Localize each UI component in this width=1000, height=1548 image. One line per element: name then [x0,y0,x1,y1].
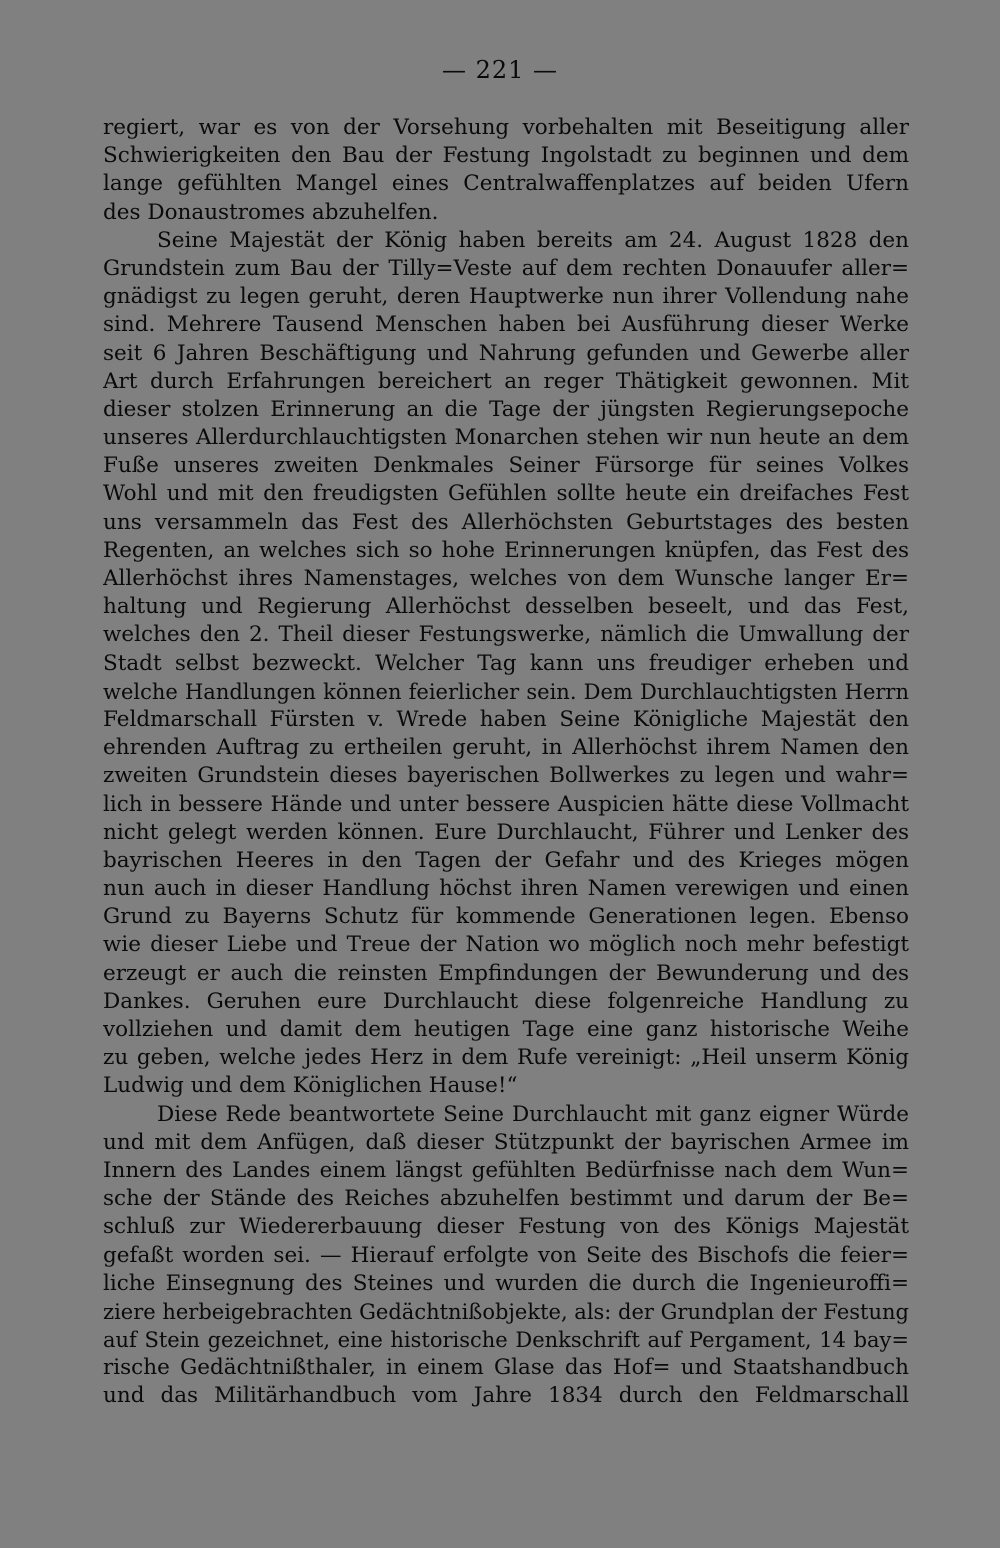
text-line: Wohl und mit den freudigsten Gefühlen sollte heute ein dreifaches Fest [103,481,909,507]
text-line: Feldmarschall Fürsten v. Wrede haben Seine Königliche Majestät den [103,706,909,732]
text-line: haltung und Regierung Allerhöchst desselben beseelt, und das Fest, [103,594,909,620]
text-line: schluß zur Wiedererbauung dieser Festung von des Königs Majestät [103,1214,909,1240]
text-line: lich in bessere Hände und unter bessere Auspicien hätte diese Vollmacht [103,791,909,817]
text-line: Stadt selbst bezweckt. Welcher Tag kann uns freudiger erheben und [103,650,909,676]
text-line: dieser stolzen Erinnerung an die Tage der jüngsten Regierungsepoche [103,396,909,422]
text-line: Regenten, an welches sich so hohe Erinnerungen knüpfen, das Fest des [103,537,909,563]
text-line: gefaßt worden sei. — Hierauf erfolgte von Seite des Bischofs die feier= [103,1242,909,1268]
text-line: Allerhöchst ihres Namenstages, welches von dem Wunsche langer Er= [103,566,909,591]
text-line: ziere herbeigebrachten Gedächtnißobjekte, als: der Grundplan der Festung [103,1299,909,1324]
text-line: unseres Allerdurchlauchtigsten Monarchen stehen wir nun heute an dem [103,425,909,451]
body-text [103,114,909,1411]
text-line: Grundstein zum Bau der Tilly=Veste auf dem rechten Donauufer aller= [103,255,909,281]
text-line: Fuße unseres zweiten Denkmales Seiner Fürsorge für seines Volkes [103,453,909,479]
text-line: sind. Mehrere Tausend Menschen haben bei Ausführung dieser Werke [103,312,909,338]
text-line: uns versammeln das Fest des Allerhöchsten Geburtstages des besten [103,509,909,535]
text-line: erzeugt er auch die reinsten Empfindungen der Bewunderung und des [103,960,909,986]
text-line: ehrenden Auftrag zu ertheilen geruht, in Allerhöchst ihrem Namen den [103,735,909,761]
text-line: liche Einsegnung des Steines und wurden die durch die Ingenieuroffi= [103,1270,909,1296]
text-line: welche Handlungen können feierlicher sein. Dem Durchlauchtigsten Herrn [103,679,909,704]
text-line: Art durch Erfahrungen bereichert an reger Thätigkeit gewonnen. Mit [103,368,909,394]
text-line: bayrischen Heeres in den Tagen der Gefahr und des Krieges mögen [103,847,909,873]
text-line: und das Militärhandbuch vom Jahre 1834 durch den Feldmarschall [103,1383,909,1409]
text-line: Grund zu Bayerns Schutz für kommende Generationen legen. Ebenso [103,904,909,930]
text-line: zu geben, welche jedes Herz in dem Rufe vereinigt: „Heil unserm König [103,1045,909,1071]
page-number: — 221 — [441,56,559,84]
text-line: und mit dem Anfügen, daß dieser Stützpunkt der bayrischen Armee im [103,1129,909,1155]
text-line: lange gefühlten Mangel eines Centralwaffenplatzes auf beiden Ufern [103,171,909,197]
text-line: wie dieser Liebe und Treue der Nation wo möglich noch mehr befestigt [103,932,909,958]
text-line: welches den 2. Theil dieser Festungswerke, nämlich die Umwallung der [103,622,909,648]
text-line: zweiten Grundstein dieses bayerischen Bollwerkes zu legen und wahr= [103,763,909,789]
text-line: vollziehen und damit dem heutigen Tage eine ganz historische Weihe [103,1017,909,1042]
text-line: seit 6 Jahren Beschäftigung und Nahrung gefunden und Gewerbe aller [103,340,909,366]
text-line: nun auch in dieser Handlung höchst ihren Namen verewigen und einen [103,876,909,902]
text-line: gnädigst zu legen geruht, deren Hauptwerke nun ihrer Vollendung nahe [103,284,909,310]
text-line: Dankes. Geruhen eure Durchlaucht diese folgenreiche Handlung zu [103,988,909,1014]
text-line: regiert, war es von der Vorsehung vorbehalten mit Beseitigung aller [103,115,909,140]
text-line: Seine Majestät der König haben bereits am 24. August 1828 den [157,227,909,253]
text-line: Ludwig und dem Königlichen Hause!“ [103,1073,518,1099]
text-line: Innern des Landes einem längst gefühlten Bedürfnisse nach dem Wun= [103,1157,909,1183]
text-line: nicht gelegt werden können. Eure Durchlaucht, Führer und Lenker des [103,819,909,845]
text-line: des Donaustromes abzuhelfen. [103,199,439,225]
text-line: Diese Rede beantwortete Seine Durchlaucht mit ganz eigner Würde [157,1101,909,1127]
text-line: auf Stein gezeichnet, eine historische Denkschrift auf Pergament, 14 bay= [103,1328,909,1353]
text-line: rische Gedächtnißthaler, in einem Glase das Hof= und Staatshandbuch [103,1355,909,1381]
text-line: sche der Stände des Reiches abzuhelfen bestimmt und darum der Be= [103,1186,909,1212]
text-line: Schwierigkeiten den Bau der Festung Ingolstadt zu beginnen und dem [103,143,909,169]
